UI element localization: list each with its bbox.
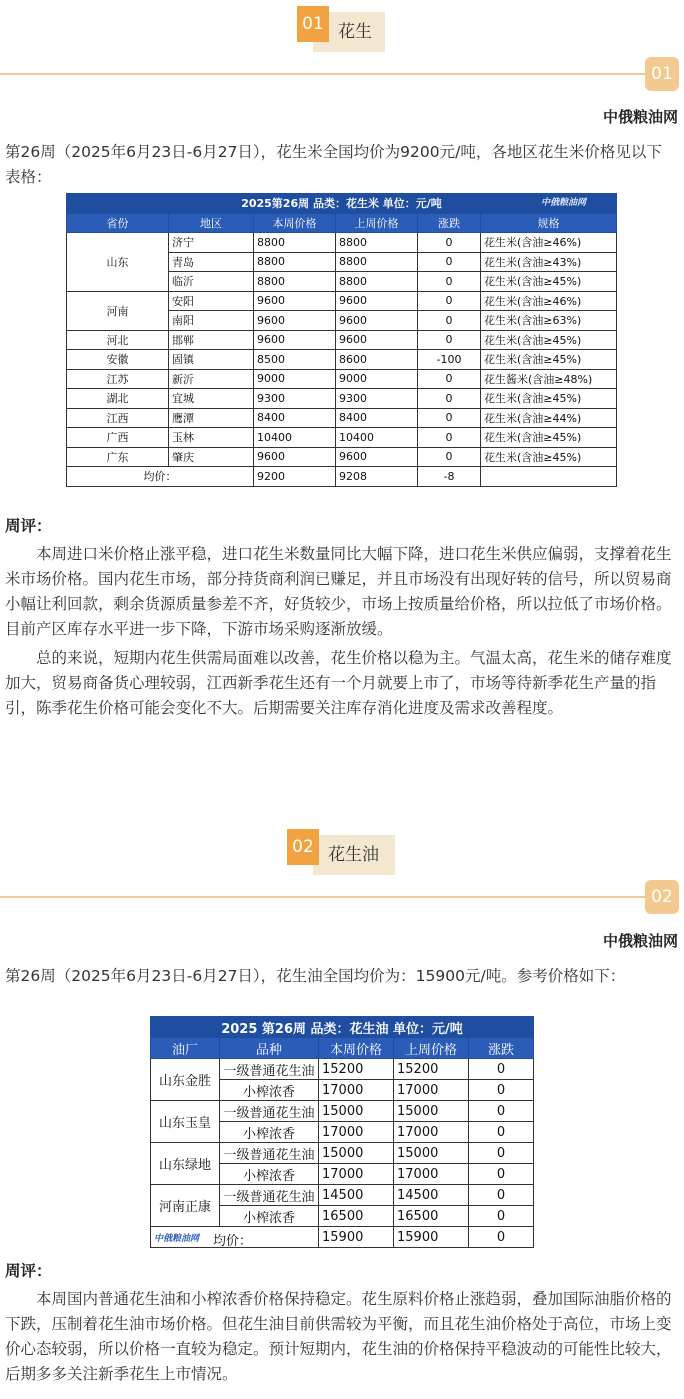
table-row: 南阳 9600 9600 0 花生米(含油≥63%) [67,311,617,331]
table1-title: 2025第26周 品类：花生米 单位：元/吨 中俄粮油网 [67,194,617,214]
section1-divider [0,73,648,75]
section2-intro: 第26周（2025年6月23日-6月27日），花生油全国均价为：15900元/吨。参考价格如下： [5,967,626,985]
table2-title: 2025 第26周 品类：花生油 单位：元/吨 [151,1017,534,1038]
table-row: 河北 邯郸 9600 9600 0 花生米(含油≥45%) [67,330,617,350]
table1-logo: 中俄粮油网 [540,198,586,209]
section1-review [5,514,677,721]
table-row: 江西 鹰潭 8400 8400 0 花生米(含油≥44%) [67,408,617,428]
section2-review-p1: 本周国内普通花生油和小榨浓香价格保持稳定。花生原料价格止涨趋弱，叠加国际油脂价格的下跌，压制着花生油市场价格。但花生油目前供需较为平衡，而且花生油价格处于高位，市场上变价心态较弱，所以价格一直较为稳定。预计短期内，花生油的价格保持平稳波动的可能性比较大，后期多多关注新季花生上市情况。 [5,1290,672,1383]
table-row: 小榨浓香 17000 17000 0 [151,1122,534,1143]
table-row: 山东玉皇 一级普通花生油 15000 15000 0 [151,1101,534,1122]
table-row: 小榨浓香 16500 16500 0 [151,1206,534,1227]
table-row: 广西 玉林 10400 10400 0 花生米(含油≥45%) [67,428,617,448]
table-row: 小榨浓香 17000 17000 0 [151,1164,534,1185]
table2-logo: 中俄粮油网 [154,1233,200,1244]
table-row: 山东金胜 一级普通花生油 15200 15200 0 [151,1059,534,1080]
section1-title: 花生 [338,22,372,42]
section1-source: 中俄粮油网 [602,108,678,126]
table-row: 山东 济宁 8800 8800 0 花生米(含油≥46%) [67,233,617,253]
section1-review-p2: 总的来说，短期内花生供需局面难以改善，花生价格以稳为主。气温太高，花生米的储存难度加大，贸易商备货心理较弱，江西新季花生还有一个月就要上市了，市场等待新季花生产量的指引，陈季花生价格可能会变化不大。后期需要关注库存消化进度及需求改善程度。 [5,649,672,717]
table-row: 山东绿地 一级普通花生油 15000 15000 0 [151,1143,534,1164]
section1-intro: 第26周（2025年6月23日-6月27日），花生米全国均价为9200元/吨，各地区花生米价格见以下表格： [5,143,662,186]
table-row: 湖北 宜城 9300 9300 0 花生米(含油≥45%) [67,389,617,409]
section2-divider [0,896,648,898]
table2-header-row: 油厂 品种 本周价格 上周价格 涨跌 [151,1038,534,1059]
peanut-kernel-price-table [66,193,617,487]
section1-number: 01 [297,6,329,42]
section2-badge: 02 [645,880,679,914]
section1-review-label: 周评： [5,517,52,535]
table-row: 河南 安阳 9600 9600 0 花生米(含油≥46%) [67,291,617,311]
section2-review [5,1259,677,1387]
section2-source: 中俄粮油网 [602,932,678,950]
table-row: 小榨浓香 17000 17000 0 [151,1080,534,1101]
table2-avg-row: 中俄粮油网 均价： 15900 15900 0 [151,1227,534,1248]
table-row: 安徽 固镇 8500 8600 -100 花生米(含油≥45%) [67,350,617,370]
table1-header-row: 省份 地区 本周价格 上周价格 涨跌 规格 [67,213,617,233]
section2-number: 02 [287,829,319,865]
section2-title: 花生油 [328,845,379,865]
table-row: 临沂 8800 8800 0 花生米(含油≥45%) [67,272,617,292]
section1-review-p1: 本周进口米价格止涨平稳，进口花生米数量同比大幅下降，进口花生米供应偏弱，支撑着花生米市场价格。国内花生市场，部分持货商利润已赚足，并且市场没有出现好转的信号，所以贸易商小幅让利回款，剩余货源质量参差不齐，好货较少，市场上按质量给价格，所以拉低了市场价格。目前产区库存水平进一步下降，下游市场采购逐渐放缓。 [5,545,672,638]
table-row: 河南正康 一级普通花生油 14500 14500 0 [151,1185,534,1206]
peanut-oil-price-table [150,1016,534,1248]
table-row: 广东 肇庆 9600 9600 0 花生米(含油≥45%) [67,447,617,467]
table-row: 青岛 8800 8800 0 花生米(含油≥43%) [67,252,617,272]
section1-badge: 01 [645,57,679,91]
table1-avg-row: 均价： 9200 9208 -8 [67,467,617,487]
section2-review-label: 周评： [5,1262,52,1280]
table-row: 江苏 新沂 9000 9000 0 花生酱米(含油≥48%) [67,369,617,389]
